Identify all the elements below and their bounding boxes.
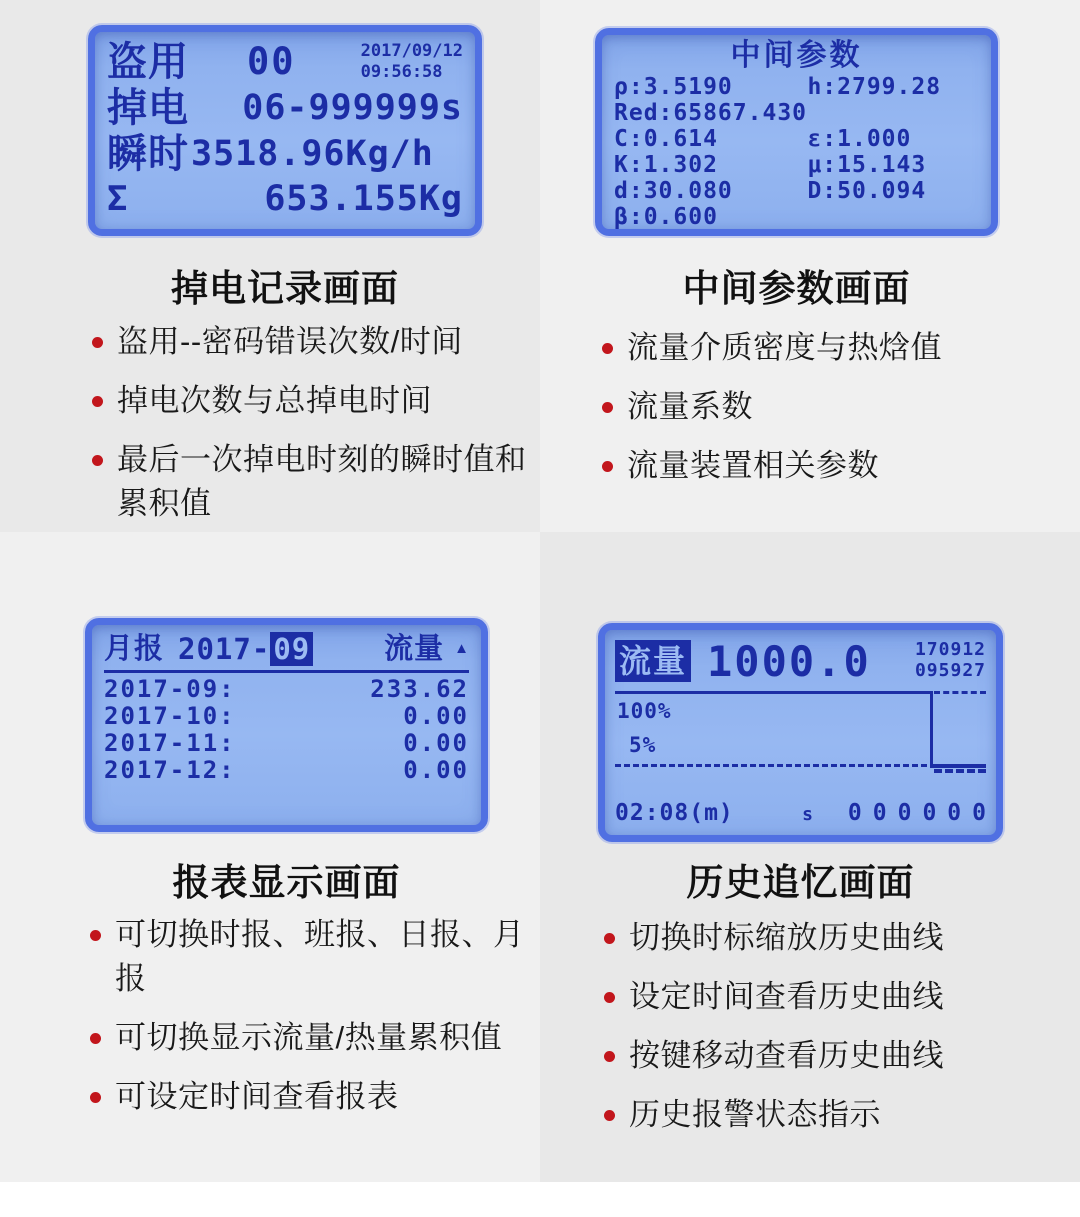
param-line [614,74,979,100]
caption-history: 历史追忆画面 [686,862,915,903]
report-month-selected: 09 [270,632,313,666]
param-beta: β:0.600 [614,204,718,230]
trend-step-down [930,691,933,767]
feature-list-power-loss [90,320,536,541]
lcd-report-screen [85,618,488,832]
scale-100-label: 100% [617,699,672,723]
param-h: h:2799.28 [807,74,942,100]
feature-item: 掉电次数与总掉电时间 [90,379,536,423]
caption-report: 报表显示画面 [172,862,401,903]
feature-item: 按键移动查看历史曲线 [602,1034,1064,1078]
feature-item: 流量装置相关参数 [600,444,1062,488]
theft-date: 2017/09/12 [360,41,463,62]
theft-datetime [361,41,463,81]
history-status-bar [615,800,997,826]
power-loss-row-instant [107,131,463,176]
total-value: 653.155Kg [264,178,463,219]
trend-high-dashes [934,691,986,694]
param-c: C:0.614 [614,126,718,152]
history-header [615,635,986,687]
feature-item: 历史报警状态指示 [602,1093,1064,1137]
feature-item: 最后一次掉电时刻的瞬时值和累积值 [90,438,536,526]
theft-count: 00 [247,40,296,83]
status-s-label: s [802,804,814,825]
feature-item: 可切换时报、班报、日报、月报 [88,913,542,1001]
outage-value: 06-999999s [242,88,463,129]
lcd-power-loss-screen [88,25,482,236]
power-loss-row-theft [107,40,463,83]
param-rho: ρ:3.5190 [614,74,733,100]
theft-time: 09:56:58 [360,61,443,82]
param-red: Red:65867.430 [614,100,808,126]
lcd-history-screen [598,623,1003,842]
scale-5-label: 5% [629,733,657,757]
feature-item: 可切换显示流量/热量累积值 [88,1016,542,1060]
feature-item: 可设定时间查看报表 [88,1075,542,1119]
feature-item: 流量介质密度与热焓值 [600,326,1062,370]
feature-item: 设定时间查看历史曲线 [602,975,1064,1019]
history-date: 170912 [914,639,986,661]
instant-value: 3518.96Kg/h [191,133,434,174]
trend-baseline-dashes [615,764,927,767]
status-counter: 000000 [847,800,997,826]
param-epsilon: ε:1.000 [807,126,912,152]
param-line [614,100,979,126]
history-trend-plot [615,691,986,798]
feature-list-history [602,916,1064,1152]
power-loss-row-outage [107,86,463,131]
report-row: 2017-12: 0.00 [104,756,469,784]
report-header [104,632,469,666]
trend-low-line [930,764,986,768]
time-axis-label: 02:08(m) [615,800,734,826]
caption-intermediate-params: 中间参数画面 [682,268,911,309]
trend-low-ticks [934,769,986,773]
history-datetime [915,640,986,681]
power-loss-row-total [107,179,463,219]
report-type-label: 月报 [104,633,165,665]
param-line [614,178,979,204]
feature-item: 流量系数 [600,385,1062,429]
instant-label: 瞬时 [107,131,189,176]
report-row: 2017-11: 0.00 [104,729,469,757]
feature-list-intermediate-params [600,326,1062,503]
sigma-symbol: Σ [107,178,129,219]
history-time: 095927 [914,660,986,681]
param-mu: μ:15.143 [807,152,927,178]
report-column-label: 流量 [384,633,445,665]
param-line [614,126,979,152]
theft-label: 盗用 [107,39,189,84]
report-year: 2017- [178,632,271,666]
history-value: 1000.0 [707,636,871,686]
param-d-big: D:50.094 [807,178,927,204]
report-row: 2017-09: 233.62 [104,675,469,703]
param-k: K:1.302 [614,152,718,178]
outage-label: 掉电 [107,86,189,131]
trend-high-line [615,691,930,694]
feature-item: 切换时标缩放历史曲线 [602,916,1064,960]
param-d-small: d:30.080 [614,178,733,204]
param-line [614,204,979,230]
sort-up-icon: ▲ [454,640,469,657]
caption-power-loss: 掉电记录画面 [171,268,399,309]
report-divider [104,670,469,673]
params-heading: 中间参数 [730,39,863,72]
lcd-intermediate-params-screen [595,28,998,236]
feature-item: 盗用--密码错误次数/时间 [90,320,536,364]
history-channel-label: 流量 [615,640,691,682]
param-line [614,152,979,178]
feature-list-report [88,913,542,1134]
report-row: 2017-10: 0.00 [104,702,469,730]
